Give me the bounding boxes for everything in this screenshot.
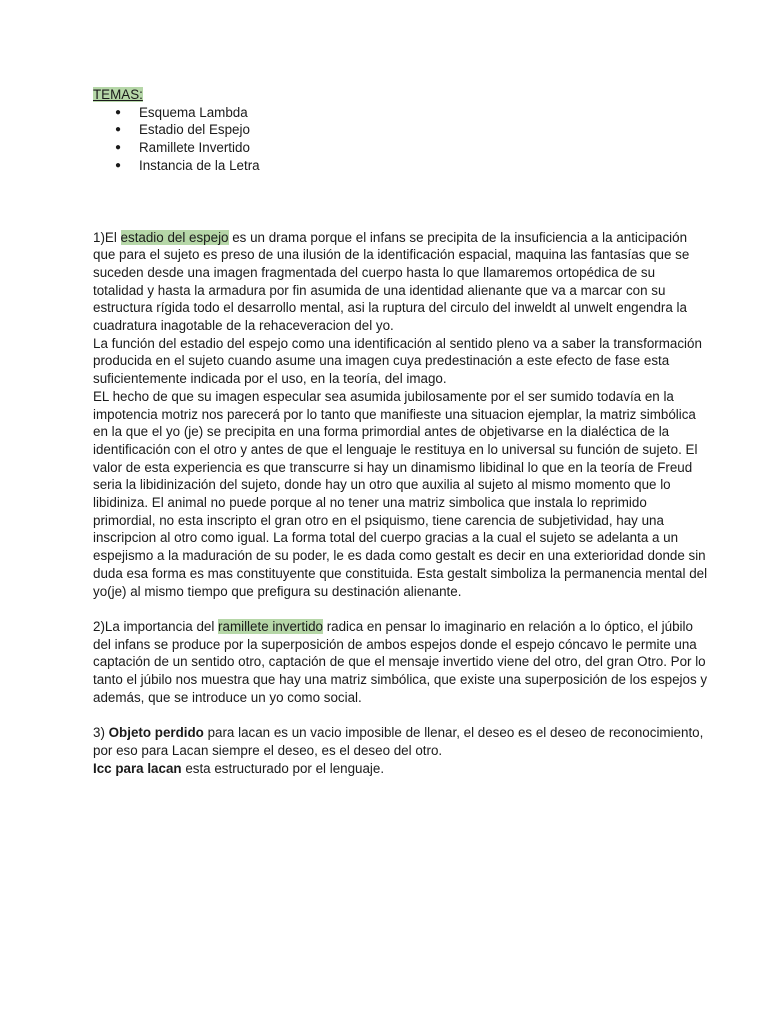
temas-list — [93, 104, 708, 175]
section1-paragraph-3: EL hecho de que su imagen especular sea asumida jubilosamente por el ser sumido todavía en la impotencia motriz nos parecerá por lo tanto que manifieste una situacion ejemplar, la matriz simbólica en la que el yo (je) se precipita en una forma primordial antes de objetivarse en la dialéctica de la identificación con el otro y antes de que el lenguaje le restituya en lo universal su función de sujeto. El valor de esta experiencia es que transcurre si hay un dinamismo libidinal lo que en la teoría de Freud seria la libidinización del sujeto, donde hay un otro que auxilia al sujeto al mismo momento que lo libidiniza. El animal no puede porque al no tener una matriz simbolica que instala lo reprimido primordial, no esta inscripto el gran otro en el psiquismo, tiene carencia de subjetividad, hay una inscripcion al otro como igual. La forma total del cuerpo gracias a la cual el sujeto se adelanta a un espejismo a la maduración de su poder, le es dada como gestalt es decir en una exterioridad donde sin duda esa forma es mas constituyente que constituida. Esta gestalt simboliza la permanencia mental del yo(je) al mismo tiempo que prefigura su destinación alienante. — [93, 388, 708, 599]
spacer — [93, 175, 708, 229]
section2-prefix: 2)La importancia del — [93, 618, 219, 634]
spacer — [93, 706, 708, 724]
temas-title: TEMAS: — [93, 87, 143, 102]
temas-item: ● Instancia de la Letra — [93, 157, 708, 175]
temas-item: ● Ramillete Invertido — [93, 139, 708, 157]
section1-paragraph — [93, 229, 708, 335]
section1-highlight: estadio del espejo — [120, 229, 229, 245]
temas-heading — [93, 86, 708, 104]
temas-item: ● Esquema Lambda — [93, 104, 708, 122]
section3-paragraph-2 — [93, 760, 708, 778]
section3-text-2: esta estructurado por el lenguaje. — [181, 760, 385, 776]
section1-text: es un drama porque el infans se precipita de la insuficiencia a la anticipación que para el sujeto es preso de una ilusión de la identificación espacial, maquina las fantasías que se suceden desde una imagen fragmentada del cuerpo hasta lo que llamaremos ortopédica de su totalidad y hasta la armadura por fin asumida de una identidad alienante que va a marcar con su estructura rígida todo el desarrollo mental, asi la ruptura del circulo del inweldt al unwelt engendra la cuadratura inagotable de la rehaceveracion del yo. — [93, 229, 690, 334]
section3-bold-term-2: Icc para lacan — [93, 760, 182, 776]
section2-paragraph — [93, 618, 708, 707]
section1-paragraph-2: La función del estadio del espejo como una identificación al sentido pleno va a saber la transformación producida en el sujeto cuando asume una imagen cuya predestinación a este efecto de fase esta suficientemente indicada por el uso, en la teoría, del imago. — [93, 335, 702, 387]
section2-highlight: ramillete invertido — [218, 618, 323, 634]
section3-prefix: 3) — [93, 725, 109, 741]
section1-prefix: 1)El — [93, 229, 121, 245]
section2-text: radica en pensar lo imaginario en relación a lo óptico, el júbilo del infans se produce por la superposición de ambos espejos donde el espejo cóncavo le permite una captación de un sentido otro, captación de que el mensaje invertido viene del otro, del gran Otro. Por lo tanto el júbilo nos muestra que hay una matriz simbólica, que existe una superposición de los espejos y además, que se introduce un yo como social. — [93, 618, 708, 705]
section3-text: para lacan es un vacio imposible de llenar, el deseo es el deseo de reconocimiento, por eso para Lacan siempre el deseo, es el deseo del otro. — [93, 725, 704, 758]
section3-paragraph — [93, 724, 708, 759]
spacer — [93, 600, 708, 618]
section3-bold-term: Objeto perdido — [108, 725, 204, 741]
temas-item: ● Estadio del Espejo — [93, 121, 708, 139]
